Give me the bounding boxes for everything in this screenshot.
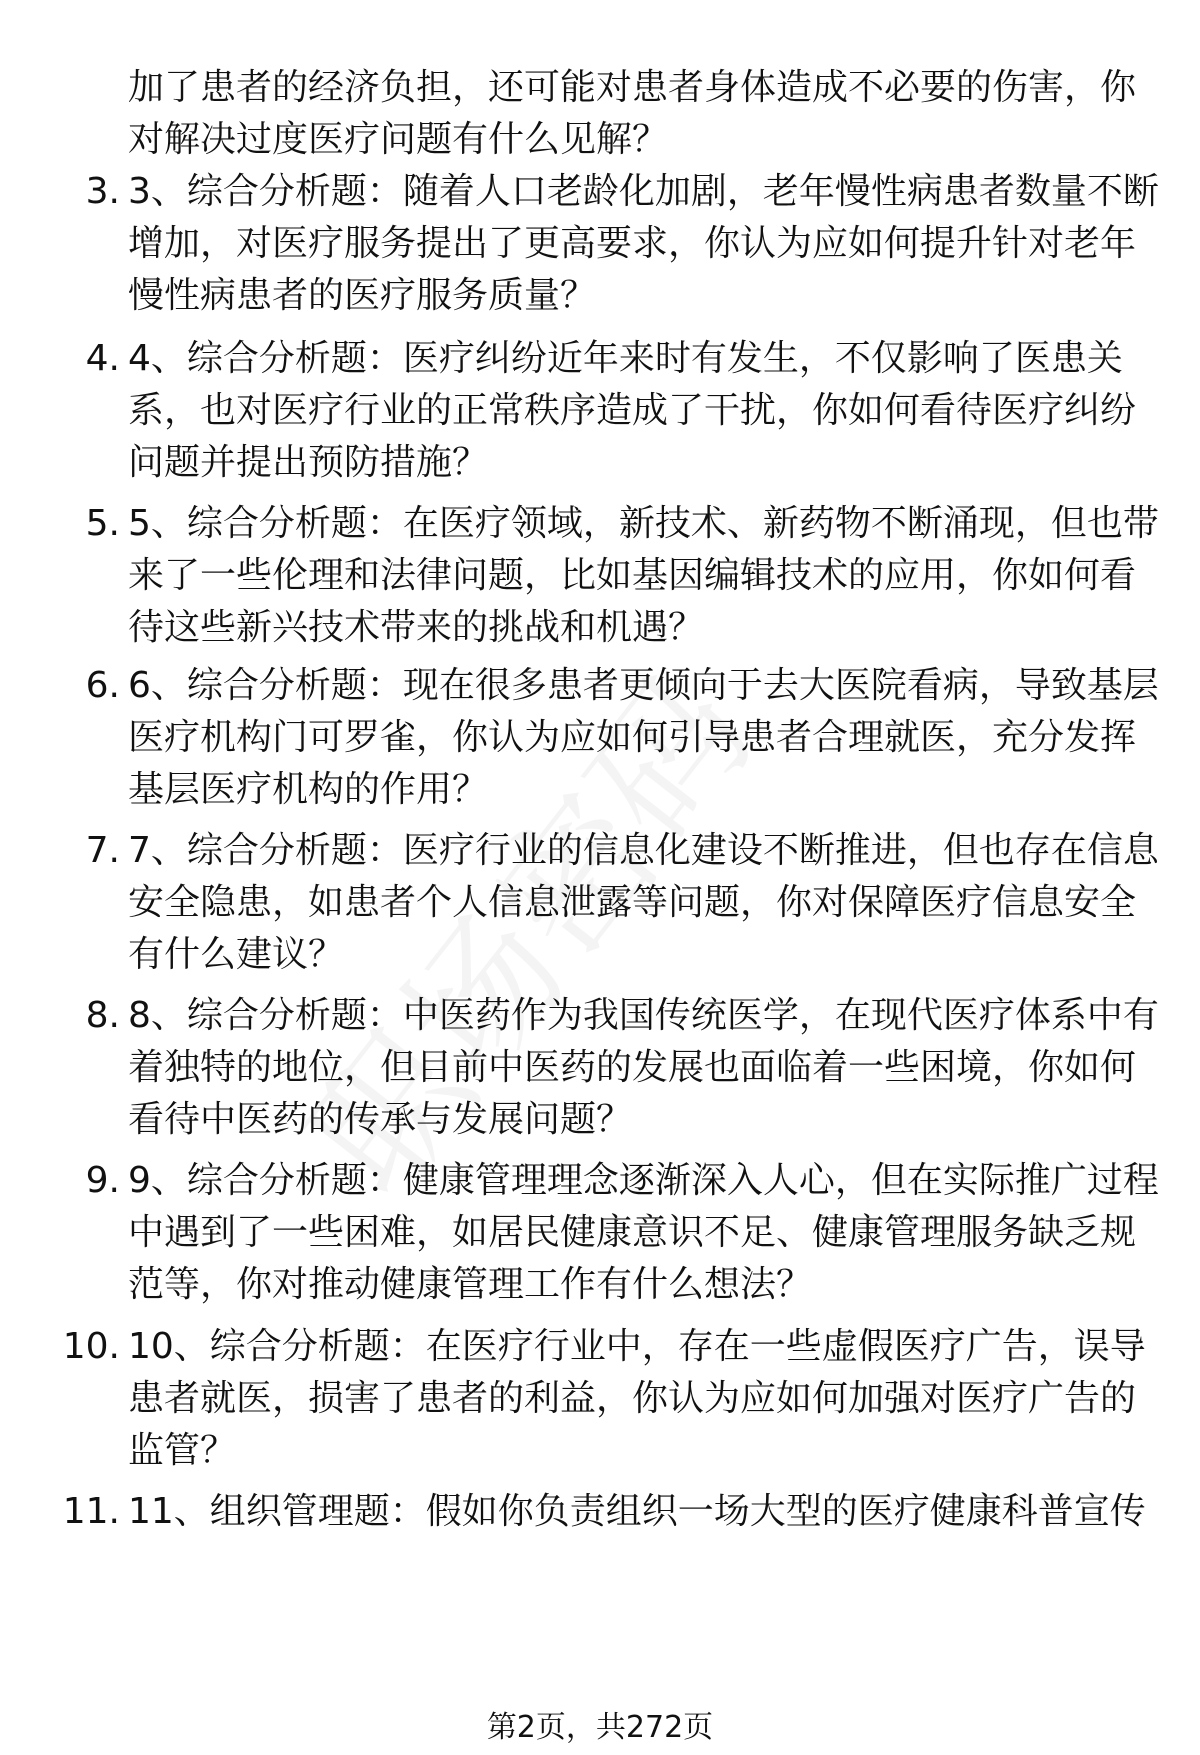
- page-footer: 第2页，共272页: [486, 1710, 714, 1745]
- item-text: 8、综合分析题：中医药作为我国传统医学，在现代医疗体系中有着独特的地位，但目前中医药的发展也面临着一些困境，你如何看待中医药的传承与发展问题？: [128, 995, 1159, 1140]
- item-text: 6、综合分析题：现在很多患者更倾向于去大医院看病，导致基层医疗机构门可罗雀，你认为应如何引导患者合理就医，充分发挥基层医疗机构的作用？: [128, 665, 1159, 810]
- item-number: 5.: [85, 503, 120, 544]
- item-number: 3.: [85, 171, 120, 212]
- item-text: 10、综合分析题：在医疗行业中，存在一些虚假医疗广告，误导患者就医，损害了患者的利益，你认为应如何加强对医疗广告的监管？: [128, 1326, 1146, 1471]
- item-text: 5、综合分析题：在医疗领域，新技术、新药物不断涌现，但也带来了一些伦理和法律问题，比如基因编辑技术的应用，你如何看待这些新兴技术带来的挑战和机遇？: [128, 503, 1159, 648]
- item-number: 4.: [85, 338, 120, 379]
- item-number: 7.: [85, 830, 120, 871]
- item-text: 4、综合分析题：医疗纠纷近年来时有发生，不仅影响了医患关系，也对医疗行业的正常秩序造成了干扰，你如何看待医疗纠纷问题并提出预防措施？: [128, 338, 1137, 483]
- item-number: 8.: [85, 995, 120, 1036]
- item-number: 6.: [85, 665, 120, 706]
- item-text: 7、综合分析题：医疗行业的信息化建设不断推进，但也存在信息安全隐患，如患者个人信息泄露等问题，你对保障医疗信息安全有什么建议？: [128, 830, 1159, 975]
- item-number: 10.: [62, 1326, 120, 1367]
- item-text: 3、综合分析题：随着人口老龄化加剧，老年慢性病患者数量不断增加，对医疗服务提出了更高要求，你认为应如何提升针对老年慢性病患者的医疗服务质量？: [128, 171, 1159, 316]
- item-text: 9、综合分析题：健康管理理念逐渐深入人心，但在实际推广过程中遇到了一些困难，如居民健康意识不足、健康管理服务缺乏规范等，你对推动健康管理工作有什么想法？: [128, 1160, 1159, 1305]
- item-text: 11、组织管理题：假如你负责组织一场大型的医疗健康科普宣传: [128, 1491, 1146, 1532]
- item-number: 9.: [85, 1160, 120, 1201]
- continuation-paragraph: 加了患者的经济负担，还可能对患者身体造成不必要的伤害，你对解决过度医疗问题有什么见解？: [128, 67, 1137, 160]
- item-number: 11.: [62, 1491, 120, 1532]
